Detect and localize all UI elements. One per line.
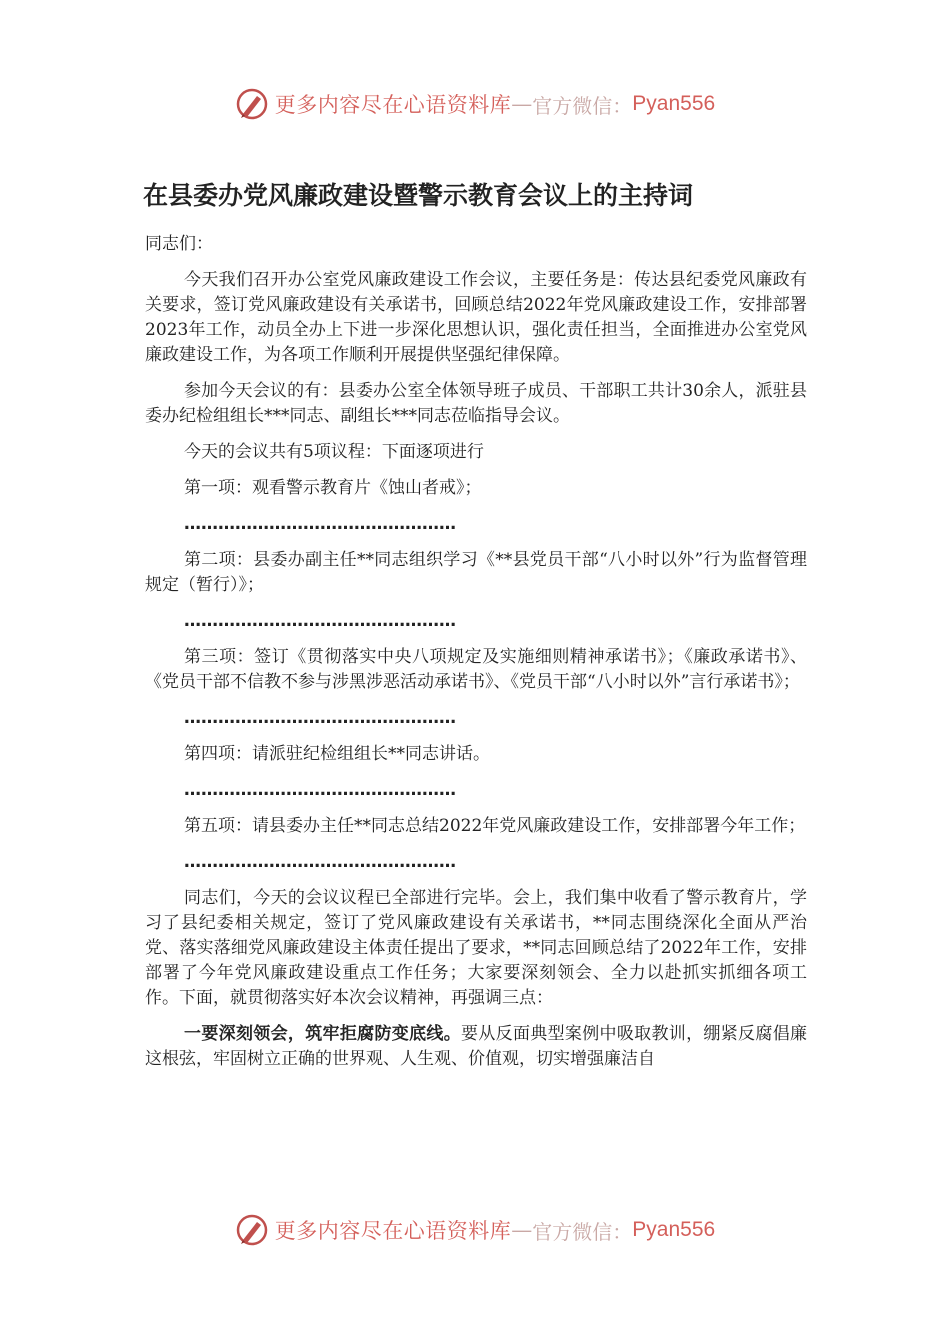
pen-logo-icon — [235, 1213, 269, 1247]
point-1-heading: 一要深刻领会，筑牢拒腐防变底线。 — [184, 1024, 462, 1044]
ellipsis-divider: ………………………………………… — [184, 611, 456, 631]
paragraph-summary: 同志们，今天的会议议程已全部进行完毕。会上，我们集中收看了警示教育片，学习了县纪委相关规定，签订了党风廉政建设有关承诺书，**同志围绕深化全面从严治党、落实落细党风廉政建设主体责任提出了要求，**同志回顾总结了2022年工作，安排部署了今年党风廉政建设重点工作任务；大家要深刻领会、全力以赴抓实抓细各项工作。下面，就贯彻落实好本次会议精神，再强调三点： — [145, 888, 807, 1008]
ellipsis-divider: ………………………………………… — [184, 852, 456, 872]
banner-separator: — — [511, 1218, 533, 1242]
pen-logo-icon — [235, 87, 269, 121]
banner-account-id: Pyan556 — [632, 92, 716, 115]
ellipsis-divider: ………………………………………… — [184, 780, 456, 800]
paragraph-attendees: 参加今天会议的有：县委办公室全体领导班子成员、干部职工共计30余人，派驻县委办纪检组组长***同志、副组长***同志莅临指导会议。 — [145, 381, 807, 426]
agenda-item-2: 第二项：县委办副主任**同志组织学习《**县党员干部“八小时以外”行为监督管理规定（暂行）》； — [145, 550, 807, 595]
paragraph-intro: 今天我们召开办公室党风廉政建设工作会议，主要任务是：传达县纪委党风廉政有关要求，签订党风廉政建设有关承诺书，回顾总结2022年党风廉政建设工作，安排部署2023年工作，动员全办上下进一步深化思想认识，强化责任担当，全面推进办公室党风廉政建设工作，为各项工作顺利开展提供坚强纪律保障。 — [145, 270, 807, 365]
document-title: 在县委办党风廉政建设暨警示教育会议上的主持词 — [143, 181, 694, 210]
point-1-body: 要从反面典型案例中吸取教训，绷紧反腐倡廉这根弦，牢固树立正确的世界观、人生观、价值观，切实增强廉洁自 — [145, 1024, 808, 1069]
banner-account-id: Pyan556 — [632, 1218, 716, 1241]
banner-account-label: 官方微信： — [532, 1219, 633, 1244]
greeting: 同志们： — [145, 234, 213, 254]
watermark-banner-bottom — [0, 1210, 950, 1250]
agenda-item-3: 第三项：签订《贯彻落实中央八项规定及实施细则精神承诺书》；《廉政承诺书》、《党员干部不信教不参与涉黑涉恶活动承诺书》、《党员干部“八小时以外”言行承诺书》； — [145, 647, 807, 692]
agenda-item-1: 第一项：观看警示教育片《蚀山者戒》； — [184, 478, 482, 498]
banner-separator: — — [511, 92, 533, 116]
watermark-banner-top — [0, 84, 950, 124]
banner-account-label: 官方微信： — [532, 93, 633, 118]
paragraph-agenda: 今天的会议共有5项议程：下面逐项进行 — [184, 442, 484, 462]
agenda-item-4: 第四项：请派驻纪检组组长**同志讲话。 — [184, 744, 490, 764]
paragraph-point-1 — [145, 1022, 807, 1072]
banner-main-text: 更多内容尽在心语资料库 — [274, 93, 512, 117]
ellipsis-divider: ………………………………………… — [184, 514, 456, 534]
banner-main-text: 更多内容尽在心语资料库 — [274, 1219, 512, 1243]
agenda-item-5: 第五项：请县委办主任**同志总结2022年党风廉政建设工作，安排部署今年工作； — [184, 816, 806, 836]
document-body — [145, 232, 807, 1083]
ellipsis-divider: ………………………………………… — [184, 708, 456, 728]
